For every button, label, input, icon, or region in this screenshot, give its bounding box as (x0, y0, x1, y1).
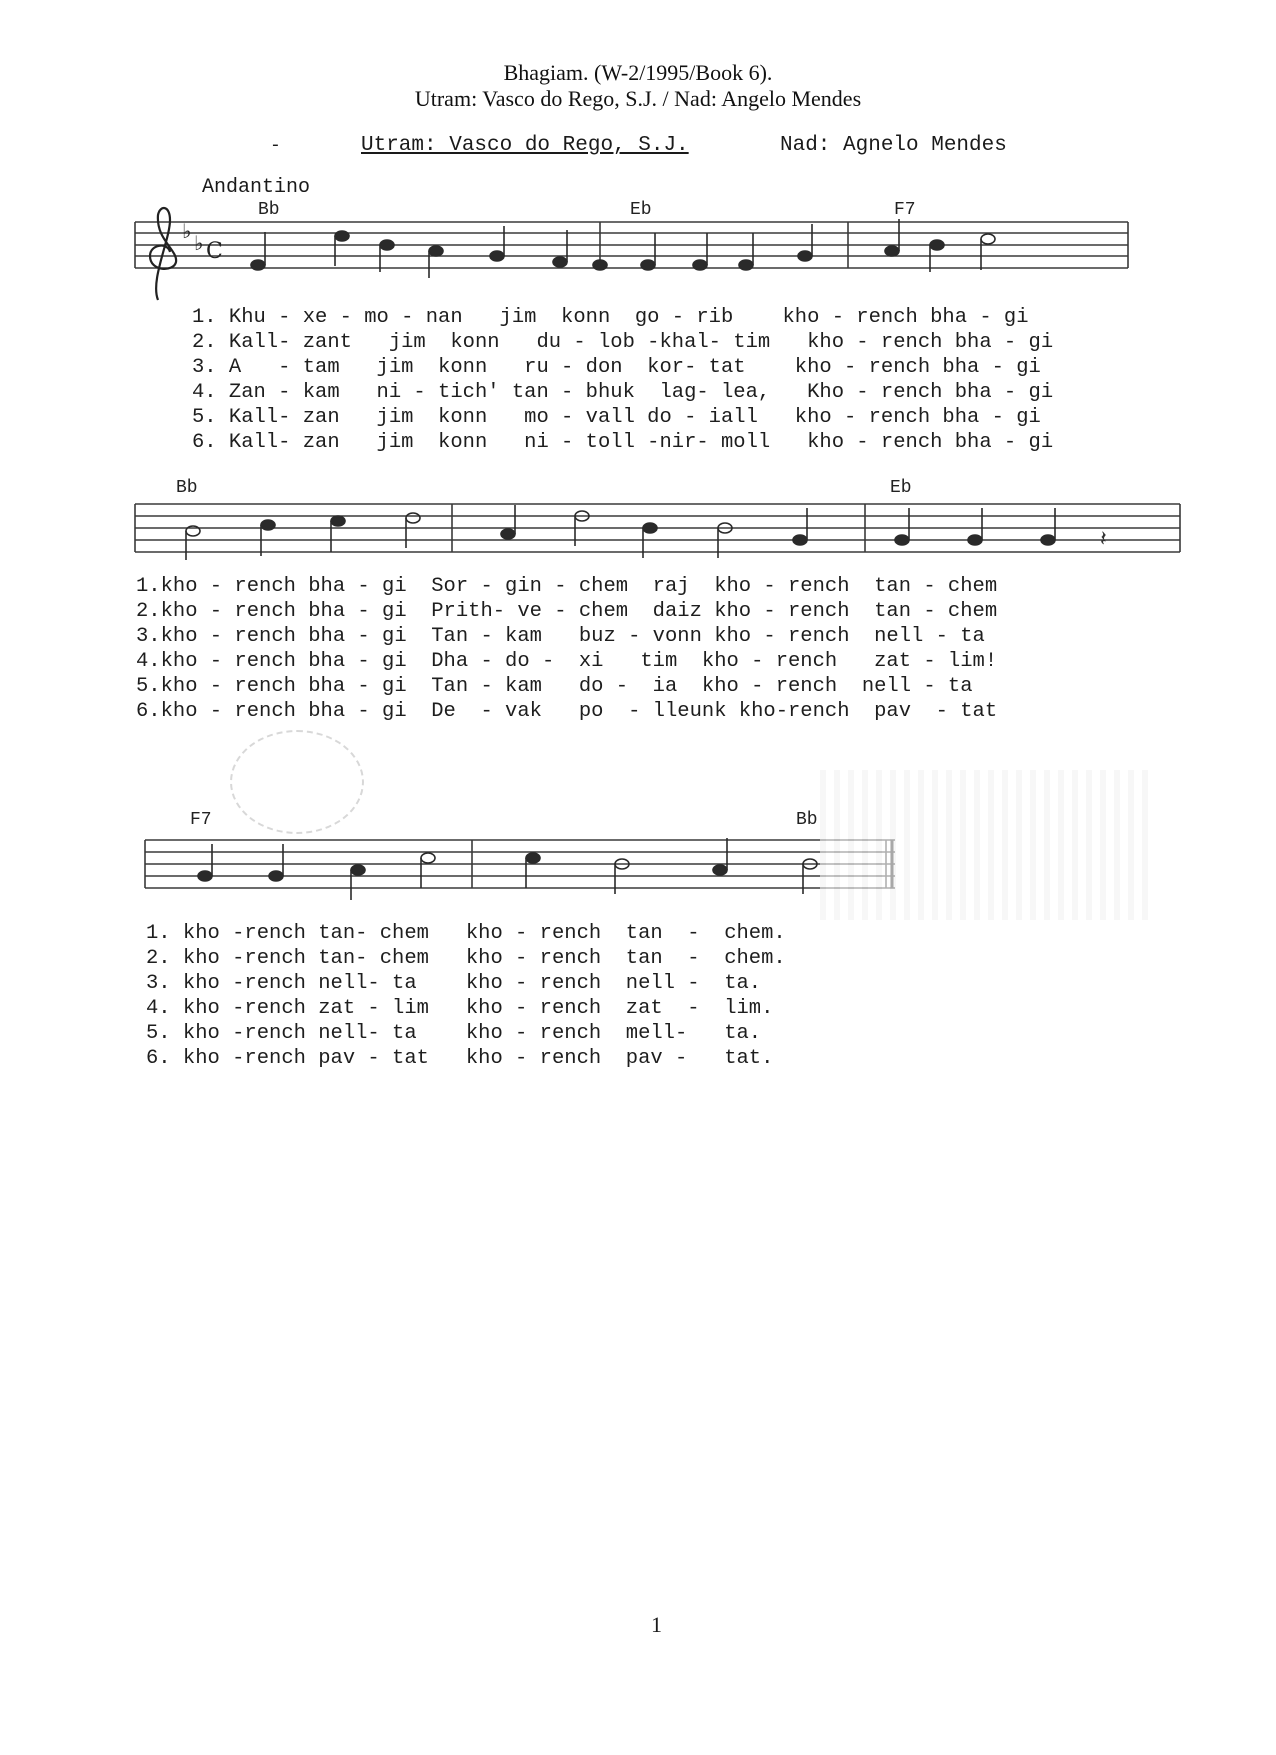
lyric-verse-line: 2. kho -rench tan- chem kho - rench tan - chem. (146, 947, 786, 970)
chord-symbol: F7 (894, 200, 916, 220)
document-subtitle: Utram: Vasco do Rego, S.J. / Nad: Angelo Mendes (414, 86, 862, 111)
faint-stamp-artifact (230, 730, 364, 834)
svg-text:♭: ♭ (194, 231, 204, 255)
chord-symbol: Eb (630, 200, 652, 220)
lyric-verse-line: 1.kho - rench bha - gi Sor - gin - chem raj kho - rench tan - chem (136, 575, 998, 598)
lyric-verse-line: 2.kho - rench bha - gi Prith- ve - chem daiz kho - rench tan - chem (136, 600, 998, 623)
lyric-verse-line: 4. Zan - kam ni - tich' tan - bhuk lag- lea, Kho - rench bha - gi (192, 381, 1054, 404)
lyric-verse-line: 6.kho - rench bha - gi De - vak po - lleunk kho-rench pav - tat (136, 700, 998, 723)
lyric-verse-line: 6. kho -rench pav - tat kho - rench pav - tat. (146, 1047, 774, 1070)
document-title: Bhagiam. (W-2/1995/Book 6). (503, 60, 773, 85)
chord-symbol: Bb (796, 810, 818, 830)
typed-utram-credit: Utram: Vasco do Rego, S.J. (361, 134, 689, 157)
lyric-verse-line: 5.kho - rench bha - gi Tan - kam do - ia kho - rench nell - ta (136, 675, 973, 698)
chord-symbol: Bb (258, 200, 280, 220)
chord-symbol: Eb (890, 478, 912, 498)
lyric-verse-line: 1. kho -rench tan- chem kho - rench tan - chem. (146, 922, 786, 945)
dash-mark: - (270, 136, 281, 156)
lyric-verse-line: 5. kho -rench nell- ta kho - rench mell- ta. (146, 1022, 762, 1045)
chord-symbol: Bb (176, 478, 198, 498)
lyric-verse-line: 4.kho - rench bha - gi Dha - do - xi tim kho - rench zat - lim! (136, 650, 998, 673)
treble-clef-icon (150, 208, 176, 300)
lyric-verse-line: 2. Kall- zant jim konn du - lob -khal- tim kho - rench bha - gi (192, 331, 1054, 354)
lyric-verse-line: 1. Khu - xe - mo - nan jim konn go - rib kho - rench bha - gi (192, 306, 1029, 329)
lyric-verse-line: 3.kho - rench bha - gi Tan - kam buz - vonn kho - rench nell - ta (136, 625, 985, 648)
lyric-verse-line: 3. A - tam jim konn ru - don kor- tat kho - rench bha - gi (192, 356, 1041, 379)
svg-text:𝄽: 𝄽 (1100, 527, 1107, 552)
lyric-verse-line: 3. kho -rench nell- ta kho - rench nell - ta. (146, 972, 762, 995)
lyric-verse-line: 6. Kall- zan jim konn ni - toll -nir- moll kho - rench bha - gi (192, 431, 1054, 454)
typed-nad-credit: Nad: Agnelo Mendes (780, 134, 1007, 157)
lyric-verse-line: 4. kho -rench zat - lim kho - rench zat - lim. (146, 997, 774, 1020)
page-number: 1 (651, 1612, 662, 1637)
tempo-marking: Andantino (202, 176, 311, 199)
svg-text:C: C (206, 239, 223, 264)
svg-text:♭: ♭ (182, 219, 192, 243)
lyric-verse-line: 5. Kall- zan jim konn mo - vall do - iall kho - rench bha - gi (192, 406, 1041, 429)
chord-symbol: F7 (190, 810, 212, 830)
faint-bleedthrough-artifact (820, 770, 1150, 920)
